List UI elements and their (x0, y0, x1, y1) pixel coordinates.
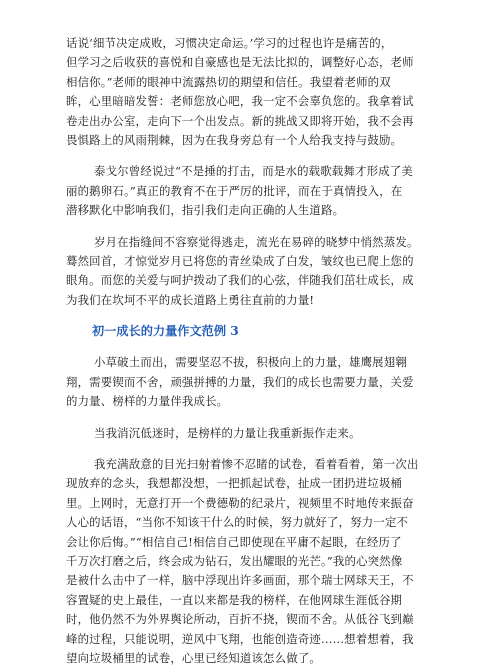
text-line: 的力量、榜样的力量伴我成长。 (66, 394, 229, 409)
text-line: 容置疑的史上最佳，一直以来都是我的榜样，在他网球生涯低谷期 (66, 592, 403, 607)
text-line: 眼角。而您的关爱与呵护拨动了我们的心弦，伴随我们茁壮成长，成 (66, 273, 414, 288)
text-line: 泰戈尔曾经说过“不是捶的打击，而是水的载歌载舞才形成了美 (94, 164, 413, 179)
text-line: 是被什么击中了一样，脑中浮现出许多画面，那个瑞士网球天王，不 (66, 573, 414, 588)
text-line: 会让你后悔。”“相信自己!相信自己即使现在平庸不起眼，在经历了 (66, 534, 402, 549)
text-line: 峰的过程，只能说明，逆风中飞翔，也能创造奇迹……想着想着，我 (66, 631, 414, 646)
text-line: 时，他仍然不为外界舆论所动，百折不挠，锲而不舍。从低谷飞到巅 (66, 612, 414, 627)
text-line: 现放弃的念头，我想都没想，一把抓起试卷，扯成一团扔进垃圾桶 (66, 476, 403, 491)
text-line: 小草破土而出，需要坚忍不拔，积极向上的力量，雄鹰展翅翱 (94, 355, 407, 370)
text-line: 望向垃圾桶里的试卷，心里已经知道该怎么做了。 (66, 650, 321, 665)
text-line: 翔，需要锲而不舍，顽强拼搏的力量，我们的成长也需要力量，关爱 (66, 374, 414, 389)
paragraph-role-model (66, 424, 448, 443)
text-line: 话说‘细节决定成败，习惯决定命运。’学习的过程也许是痛苦的， (66, 36, 393, 50)
paragraph-grass-eagle (66, 353, 448, 411)
paragraph-federer-story (66, 455, 448, 668)
text-line: 我充满敌意的目光扫射着惨不忍睹的试卷，看着看着，第一次出 (94, 456, 419, 471)
text-line: 千万次打磨之后，终会成为钻石，发出耀眼的光芒。”我的心突然像 (66, 553, 403, 568)
text-line: 但学习之后收获的喜悦和自豪感也是无法比拟的，调整好心态，老师 (66, 55, 414, 70)
text-line: 潜移默化中影响我们，指引我们走向正确的人生道路。 (66, 203, 345, 218)
paragraph-tagore-quote (66, 162, 448, 220)
paragraph-teacher-encouragement (66, 34, 448, 150)
text-line: 人心的话语，“当你不知该干什么的时候，努力就好了，努力一定不 (66, 515, 409, 530)
text-line: 卷走出办公室，走向下一个出发点。新的挑战又即将开始，我不会再 (66, 113, 414, 128)
text-line: 畏惧路上的风雨荆棘，因为在我身旁总有一个人给我支持与鼓励。 (66, 133, 403, 148)
text-line: 里。上网时，无意打开一个费德勒的纪录片，视频里不时地传来振奋 (66, 495, 414, 510)
text-line: 眸，心里暗暗发誓：老师您放心吧，我一定不会辜负您的。我拿着试 (66, 94, 414, 109)
text-line: 丽的鹅卵石。”真正的教育不在于严厉的批评，而在于真情投入，在 (66, 183, 403, 198)
section-heading: 初一成长的力量作文范例 3 (92, 324, 239, 339)
paragraph-years (66, 233, 448, 311)
text-line: 相信你。”老师的眼神中流露热切的期望和信任。我望着老师的双 (66, 74, 391, 89)
text-line: 当我消沉低迷时，是榜样的力量让我重新振作走来。 (94, 425, 361, 440)
text-line: 蓦然回首，才惊觉岁月已将您的青丝染成了白发，皱纹也已爬上您的 (66, 254, 414, 269)
text-line: 为我们在坎坷不平的成长道路上勇往直前的力量! (66, 292, 315, 307)
text-line: 岁月在指缝间不容察觉得逃走，流光在易碎的晓梦中悄然蒸发。 (94, 234, 419, 249)
